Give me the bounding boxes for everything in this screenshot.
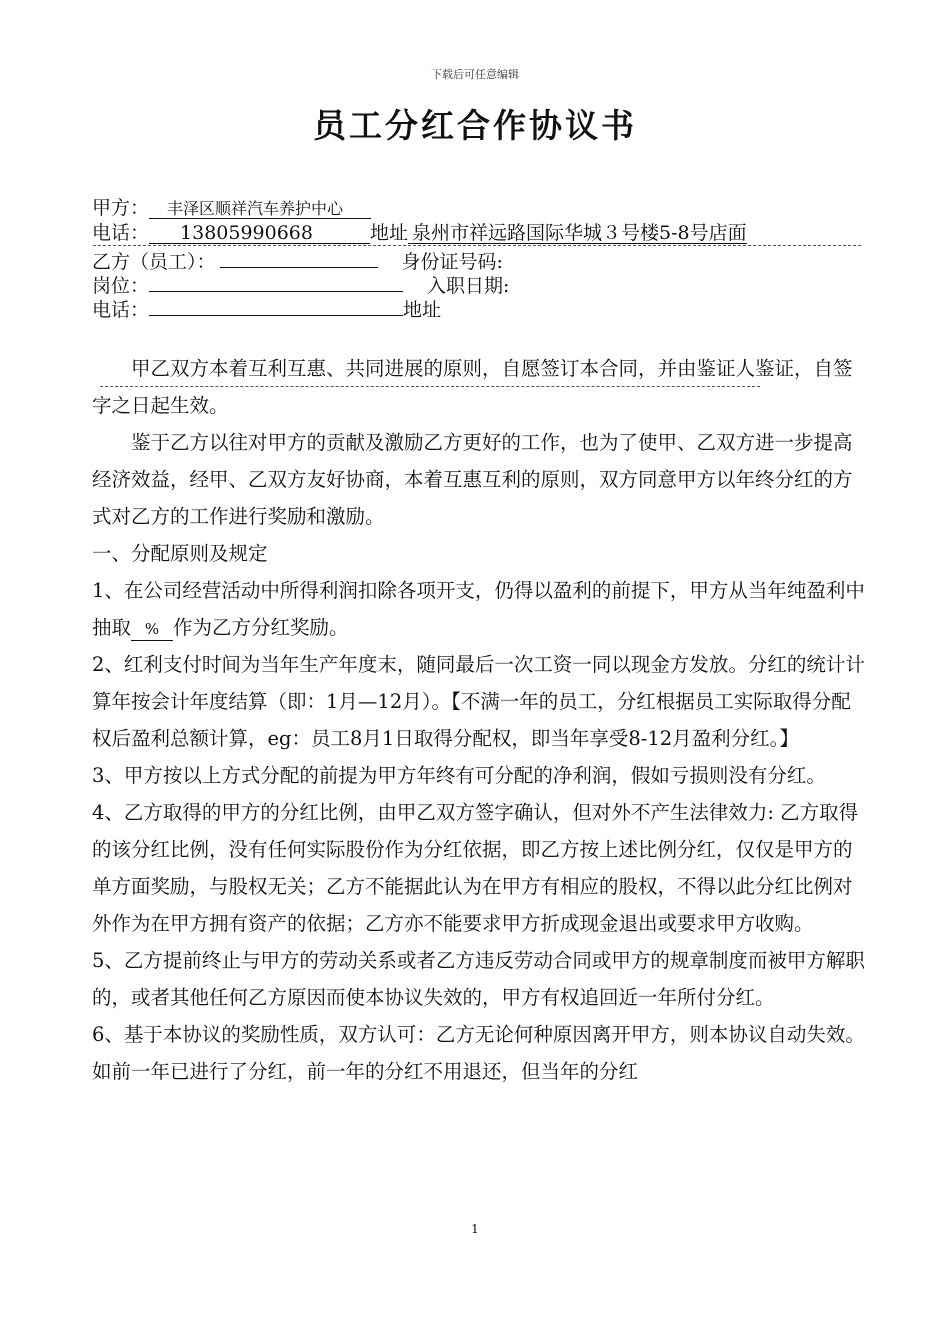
party-b-id-label: 身份证号码: [401,251,503,273]
header-note: 下载后可任意编辑 [431,68,519,81]
party-a-address: 泉州市祥远路国际华城３号楼5-8号店面 [408,224,747,244]
party-a-phone: 13805990668 [149,224,370,244]
party-b-name-blank[interactable] [220,267,378,268]
clause-5: 5、乙方提前终止与甲方的劳动关系或者乙方违反劳动合同或甲方的规章制度而被甲方解职的，或者其他任何乙方原因而使本协议失效的，甲方有权追回近一年所付分红。 [92,949,865,1009]
clause-6: 6、基于本协议的奖励性质，双方认可：乙方无论何种原因离开甲方，则本协议自动失效。如前一年已进行了分红，前一年的分红不用退还，但当年的分红 [92,1023,865,1083]
clause-1-end: 作为乙方分红奖励。 [173,616,349,639]
clause-1 [92,572,867,646]
percentage-blank[interactable]: % [131,618,173,641]
party-b-line [92,251,872,273]
party-a-line [92,197,872,219]
party-a-address-label: 地址 [370,222,409,244]
purpose-paragraph: 鉴于乙方以往对甲方的贡献及激励乙方更好的工作，也为了使甲、乙双方进一步提高经济效益，经甲、乙双方友好协商，本着互惠互利的原则，双方同意甲方以年终分红的方式对乙方的工作进行奖励和激励。 [92,431,853,528]
dashed-rule [93,245,861,246]
party-a-label: 甲方： [92,197,150,219]
clause-4: 4、乙方取得的甲方的分红比例，由甲乙双方签字确认，但对外不产生法律效力: 乙方取得的该分红比例，没有任何实际股份作为分红依据，即乙方按上述比例分红，仅仅是甲方的单方面奖励，与股权无关；乙方不能据此认为在甲方有相应的股权，不得以此分红比例对外作为在甲方拥有资产的依据；乙方亦不能要求甲方折成现金退出或要求甲方收购。 [92,801,859,935]
party-b-position-label: 岗位： [92,275,150,297]
clause-2: 2、红利支付时间为当年生产年度末，随同最后一次工资一同以现金方发放。分红的统计计算年按会计年度结算（即：1月—12月）。【不满一年的员工，分红根据员工实际取得分配权后盈利总额计算，eg：员工8月1日取得分配权，即当年享受8-12月盈利分红。】 [92,653,865,750]
agreement-body [92,350,867,1090]
section-heading: 一、分配原则及规定 [92,542,268,565]
party-a-contact-line [92,222,872,244]
party-b-address-label: 地址 [403,299,442,321]
page-number: 1 [471,1222,479,1236]
party-b-position-line [92,275,872,297]
party-b-position-blank[interactable] [149,291,403,292]
clause-1-text: 1、在公司经营活动中所得利润扣除各项开支，仍得以盈利的前提下，甲方从当年纯盈利中抽取 [92,579,865,639]
party-a-name: 丰泽区顺祥汽车养护中心 [149,199,371,219]
party-b-contact-line [92,299,872,321]
party-b-entry-date-label: 入职日期: [427,275,510,297]
party-b-label: 乙方（员工）： [92,251,216,273]
party-b-phone-blank[interactable] [149,315,403,316]
party-b-phone-label: 电话： [92,299,150,321]
clause-3: 3、甲方按以上方式分配的前提为甲方年终有可分配的净利润，假如亏损则没有分红。 [92,764,826,787]
preamble-paragraph: 甲乙双方本着互利互惠、共同进展的原则，自愿签订本合同，并由鉴证人鉴证，自签字之日起生效。 [92,357,853,417]
party-a-phone-label: 电话： [92,222,150,244]
document-title: 员工分红合作协议书 [313,106,637,145]
